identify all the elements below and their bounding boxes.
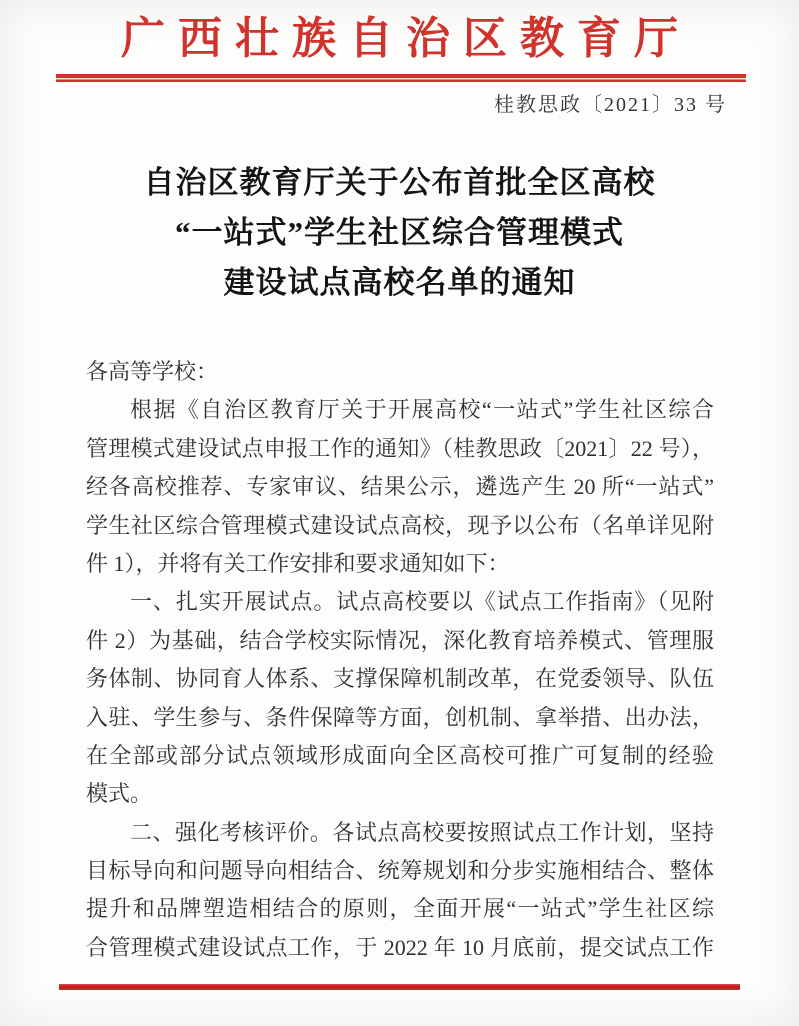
- body-line: 模式。: [86, 781, 153, 807]
- body-line: 务体制、协同育人体系、支撑保障机制改革，在党委领导、队伍: [86, 666, 714, 692]
- body-line: 根据《自治区教育厅关于开展高校“一站式”学生社区综合: [130, 397, 714, 423]
- body-line: 目标导向和问题导向相结合、统筹规划和分步实施相结合、整体: [86, 858, 714, 884]
- body-line: 经各高校推荐、专家审议、结果公示，遴选产生 20 所“一站式”: [86, 474, 714, 500]
- body-line: 在全部或部分试点领域形成面向全区高校可推广可复制的经验: [86, 742, 714, 768]
- page-footer-rule: [59, 984, 740, 990]
- header-divider-rule: [56, 74, 746, 82]
- body-line: 件 2）为基础，结合学校实际情况，深化教育培养模式、管理服: [86, 627, 714, 653]
- document-title-line-3: 建设试点高校名单的通知: [223, 265, 576, 300]
- body-line: 件 1），并将有关工作安排和要求通知如下：: [86, 550, 510, 576]
- document-body: [86, 353, 714, 967]
- document-title-line-1: 自治区教育厅关于公布首批全区高校: [143, 165, 656, 200]
- document-number: 桂教思政〔2021〕33 号: [494, 94, 727, 116]
- body-line-item-1: 一、扎实开展试点。试点高校要以《试点工作指南》（见附: [130, 589, 714, 615]
- body-line-salutation: 各高等学校：: [86, 359, 219, 384]
- body-line-item-2: 二、强化考核评价。各试点高校要按照试点工作计划，坚持: [130, 819, 714, 845]
- body-line: 提升和品牌塑造相结合的原则，全面开展“一站式”学生社区综: [86, 896, 714, 922]
- document-title: [0, 158, 799, 308]
- document-title-line-2: “一站式”学生社区综合管理模式: [175, 215, 624, 250]
- document-header-org-name: 广西壮族自治区教育厅: [121, 14, 691, 63]
- body-line: 管理模式建设试点申报工作的通知》（桂教思政〔2021〕22 号），: [86, 435, 714, 461]
- body-line: 入驻、学生参与、条件保障等方面，创机制、拿举措、出办法，: [86, 704, 714, 730]
- body-line: 合管理模式建设试点工作，于 2022 年 10 月底前，提交试点工作: [86, 934, 714, 960]
- body-line: 学生社区综合管理模式建设试点高校，现予以公布（名单详见附: [86, 512, 714, 538]
